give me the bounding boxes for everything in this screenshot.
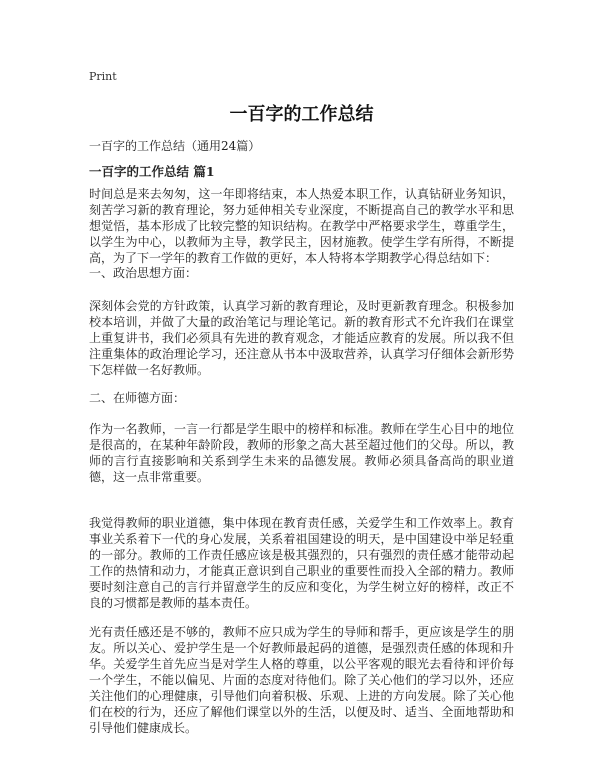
paragraph-politics: 深刻体会党的方针政策，认真学习新的教育理论，及时更新教育理念。积极参加校本培训，并做了大量的政治笔记与理论笔记。新的教育形式不允许我们在课堂上重复讲书，我们必须具有先进的教育观念，才能适应教育的发展。所以我不但注重集体的政治理论学习，还注意从书本中汲取营养，认真学习仔细体会新形势下怎样做一名好教师。 xyxy=(89,299,514,377)
print-link[interactable]: Print xyxy=(89,70,117,83)
paragraph-intro: 时间总是来去匆匆，这一年即将结束，本人热爱本职工作，认真钻研业务知识，刻苦学习新的教育理论，努力延伸相关专业深度，不断提高自己的教学水平和思想觉悟，基本形成了比较完整的知识结构。在教学中严格要求学生，尊重学生，以学生为中心，以教师为主导，教学民主，因材施教。使学生学有所得，不断提高，为了下一学年的教育工作做的更好，本人特将本学期教学心得总结如下： xyxy=(89,187,514,265)
section-title: 一百字的工作总结 篇1 xyxy=(89,164,215,179)
paragraph-ethics-3: 光有责任感还是不够的，教师不应只成为学生的导师和帮手，更应该是学生的朋友。所以关心、爱护学生是一个好教师最起码的道德，是强烈责任感的体现和升华。关爱学生首先应当是对学生人格的尊重，以公平客观的眼光去看待和评价每一个学生，不能以偏见、片面的态度对待他们。除了关心他们的学习以外，还应关注他们的心理健康，引导他们向着积极、乐观、上进的方向发展。除了关心他们在校的行为，还应了解他们课堂以外的生活，以便及时、适当、全面地帮助和引导他们健康成长。 xyxy=(89,625,514,735)
paragraph-heading-ethics: 二、在师德方面： xyxy=(89,391,186,405)
document-subtitle: 一百字的工作总结（通用24篇） xyxy=(89,139,261,153)
paragraph-ethics-1: 作为一名教师，一言一行都是学生眼中的榜样和标准。教师在学生心目中的地位是很高的，在某种年龄阶段，教师的形象之高大甚至超过他们的父母。所以，教师的言行直接影响和关系到学生未来的品德发展。教师必须具备高尚的职业道德，这一点非常重要。 xyxy=(89,422,514,484)
paragraph-heading-politics: 一、政治思想方面： xyxy=(89,266,198,280)
document-title: 一百字的工作总结 xyxy=(229,104,374,125)
paragraph-ethics-2: 我觉得教师的职业道德，集中体现在教育责任感，关爱学生和工作效率上。教育事业关系着下一代的身心发展，关系着祖国建设的明天，是中国建设中举足轻重的一部分。教师的工作责任感应该是极其强烈的，只有强烈的责任感才能带动起工作的热情和动力，才能真正意识到自己职业的重要性而投入全部的精力。教师要时刻注意自己的言行并留意学生的反应和变化，为学生树立好的榜样，改正不良的习惯都是教师的基本责任。 xyxy=(89,516,514,610)
